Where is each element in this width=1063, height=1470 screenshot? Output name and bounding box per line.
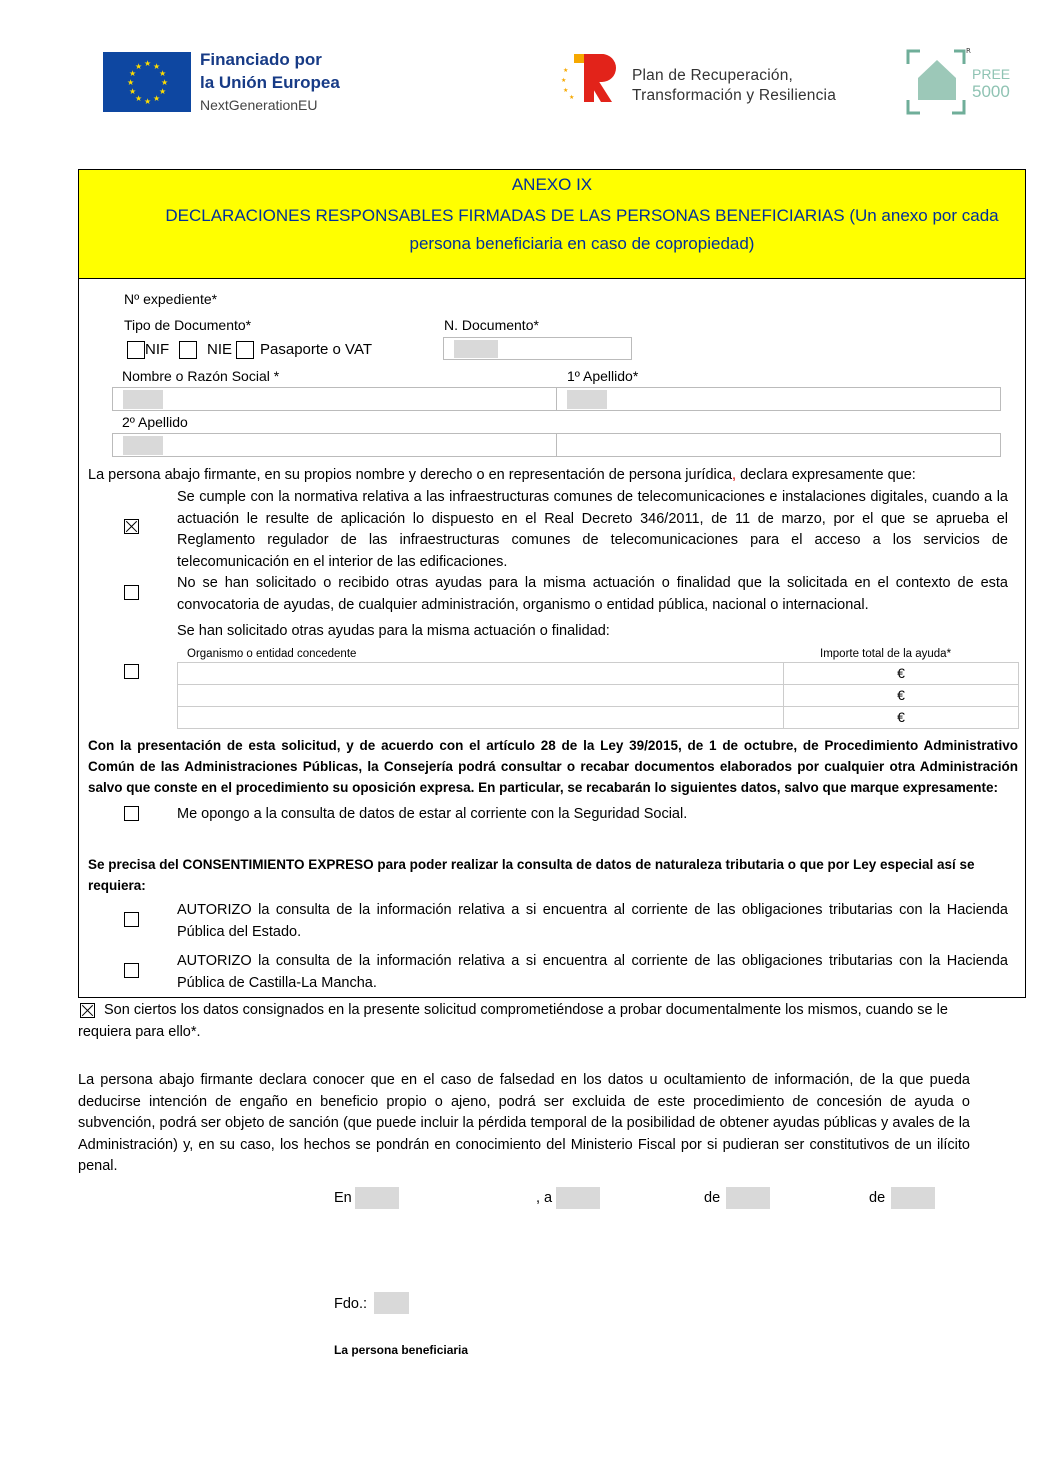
table-organismo-cell[interactable] [177, 684, 784, 707]
authorize-state-tax-text: AUTORIZO la consulta de la información relativa a si encuentra al corriente de las obligaciones tributarias con la Hacienda Pública del Estado. [177, 902, 1008, 940]
falsedad-paragraph: La persona abajo firmante declara conocer que en el caso de falsedad en los datos u ocultamiento de información, de la que pueda deducirse intención de engaño en beneficio propio o ajeno, podrá ser excluida de este procedimiento de concesión de ayuda o subvención, podrá ser objeto de sanción (que puede incluir la pérdida temporal de la posibilidad de obtener ayudas públicas y avales de la Administración) y, en su caso, los hechos se pondrán en conocimiento del Ministerio Fiscal por si pudieran ser constitutivos de un ilícito penal. [78, 1072, 970, 1174]
svg-text:★: ★ [129, 87, 137, 96]
signature-label: Fdo.: [334, 1296, 368, 1312]
nif-label: NIF [145, 341, 170, 358]
declaration-telecom-text: Se cumple con la normativa relativa a las infraestructuras comunes de telecomunicaciones e instalaciones digitales, cuando a la actuación le resulte de aplicación lo dispuesto en el Real Decreto 346/2011, de 11 de marzo, por el que se aprueba el Reglamento regulador de las infraestructuras comunes de telecomunicaciones para el acceso a los servicios de telecomunicación en el interior de las edificaciones. [177, 489, 1008, 570]
eu-funding-line2: la Unión Europea [200, 73, 340, 92]
svg-text:★: ★ [135, 62, 143, 71]
svg-text:★: ★ [159, 87, 167, 96]
svg-text:★: ★ [569, 94, 575, 101]
declaration-telecom-checkbox[interactable] [124, 519, 139, 534]
pasaporte-label: Pasaporte o VAT [260, 341, 373, 358]
nie-checkbox[interactable] [179, 341, 197, 359]
apellido1-input[interactable] [556, 387, 1001, 411]
pree-label-line2: 5000 [972, 82, 1010, 101]
plan-recuperacion-line1: Plan de Recuperación, [632, 67, 794, 84]
svg-text:★: ★ [563, 67, 569, 74]
month-input[interactable] [726, 1187, 770, 1209]
signer-role: La persona beneficiaria [334, 1343, 469, 1357]
place-input[interactable] [355, 1187, 399, 1209]
svg-text:★: ★ [144, 97, 152, 106]
oppose-social-security-checkbox[interactable] [124, 806, 139, 821]
svg-text:★: ★ [135, 94, 143, 103]
nif-checkbox[interactable] [127, 341, 145, 359]
declaration-no-aid-text: No se han solicitado o recibido otras ayudas para la misma actuación o finalidad que la solicitada en el contexto de esta convocatoria de ayudas, de cualquier administración, organismo o entidad pública, nacional o internacional. [177, 575, 1008, 613]
svg-text:★: ★ [563, 87, 569, 94]
eu-funding-line3: NextGenerationEU [200, 97, 318, 113]
svg-text:★: ★ [144, 59, 152, 68]
svg-text:★: ★ [161, 78, 169, 87]
year-input[interactable] [891, 1187, 935, 1209]
pree-label-line1: PREE [972, 66, 1011, 82]
express-consent-paragraph: Se precisa del CONSENTIMIENTO EXPRESO para poder realizar la consulta de datos de naturaleza tributaria o que por Ley especial así se requiera: [88, 857, 975, 893]
eu-funding-line1: Financiado por [200, 50, 322, 69]
annex-subtitle: DECLARACIONES RESPONSABLES FIRMADAS DE LAS PERSONAS BENEFICIARIAS (Un anexo por cada persona beneficiaria en caso de copropiedad) [165, 206, 999, 253]
table-importe-cell[interactable]: € [783, 684, 1019, 707]
svg-text:★: ★ [153, 94, 161, 103]
tipo-documento-label: Tipo de Documento* [124, 317, 252, 333]
consent-paragraph: Con la presentación de esta solicitud, y de acuerdo con el artículo 28 de la Ley 39/2015, de 1 de octubre, de Procedimiento Administrativo Común de las Administraciones Públicas, la Consejería podrá consultar o recabar documentos elaborados por cualquier otra Administración salvo que conste en el procedimiento su oposición expresa. En particular, se recabarán lo siguientes datos, salvo que marque expresamente: [88, 738, 1018, 795]
signature-input[interactable] [374, 1292, 409, 1314]
month-label: de [704, 1190, 721, 1206]
place-label: En [334, 1190, 352, 1206]
svg-text:★: ★ [127, 78, 135, 87]
declaration-intro: La persona abajo firmante, en su propios nombre y derecho o en representación de persona jurídica, declara expresamente que: [88, 467, 916, 483]
year-label: de [869, 1190, 886, 1206]
expediente-label: Nº expediente* [124, 291, 218, 307]
nombre-label: Nombre o Razón Social * [122, 368, 280, 384]
n-documento-input[interactable] [443, 337, 632, 360]
apellido2-extra-input[interactable] [556, 433, 1001, 457]
svg-text:★: ★ [561, 77, 567, 84]
plan-recuperacion-logo-icon [560, 52, 620, 104]
pasaporte-checkbox[interactable] [236, 341, 254, 359]
table-importe-cell[interactable]: € [783, 662, 1019, 685]
n-documento-label: N. Documento* [444, 317, 539, 333]
table-header-importe: Importe total de la ayuda* [820, 648, 952, 660]
declaration-other-aid-text: Se han solicitado otras ayudas para la misma actuación o finalidad: [177, 623, 610, 639]
logo-header [0, 0, 1063, 140]
nombre-input[interactable] [112, 387, 557, 411]
pree-house-icon [906, 47, 971, 116]
authorize-clm-tax-text: AUTORIZO la consulta de la información relativa a si encuentra al corriente de las obligaciones tributarias con la Hacienda Pública de Castilla-La Mancha. [177, 953, 1008, 991]
apellido2-label: 2º Apellido [122, 414, 188, 430]
oppose-social-security-text: Me opongo a la consulta de datos de estar al corriente con la Seguridad Social. [177, 806, 688, 822]
plan-recuperacion-line2: Transformación y Resiliencia [632, 87, 837, 104]
table-header-organismo: Organismo o entidad concedente [187, 648, 357, 660]
eu-flag-icon [103, 52, 191, 112]
table-importe-cell[interactable]: € [783, 706, 1019, 729]
authorize-state-tax-checkbox[interactable] [124, 912, 139, 927]
annex-header [79, 170, 1025, 279]
day-label: , a [536, 1190, 553, 1206]
apellido2-input[interactable] [112, 433, 557, 457]
table-organismo-cell[interactable] [177, 662, 784, 685]
authorize-clm-tax-checkbox[interactable] [124, 963, 139, 978]
declaration-no-aid-checkbox[interactable] [124, 585, 139, 600]
annex-title: ANEXO IX [511, 175, 593, 194]
svg-text:★: ★ [129, 69, 137, 78]
declaration-other-aid-checkbox[interactable] [124, 664, 139, 679]
svg-text:R: R [966, 47, 971, 55]
svg-text:★: ★ [153, 62, 161, 71]
day-input[interactable] [556, 1187, 600, 1209]
table-organismo-cell[interactable] [177, 706, 784, 729]
svg-text:★: ★ [159, 69, 167, 78]
nie-label: NIE [207, 341, 233, 358]
data-truthful-text: Son ciertos los datos consignados en la presente solicitud comprometiéndose a probar documentalmente los mismos, cuando se le requiera para ello*. [78, 1002, 948, 1040]
apellido1-label: 1º Apellido* [567, 368, 639, 384]
